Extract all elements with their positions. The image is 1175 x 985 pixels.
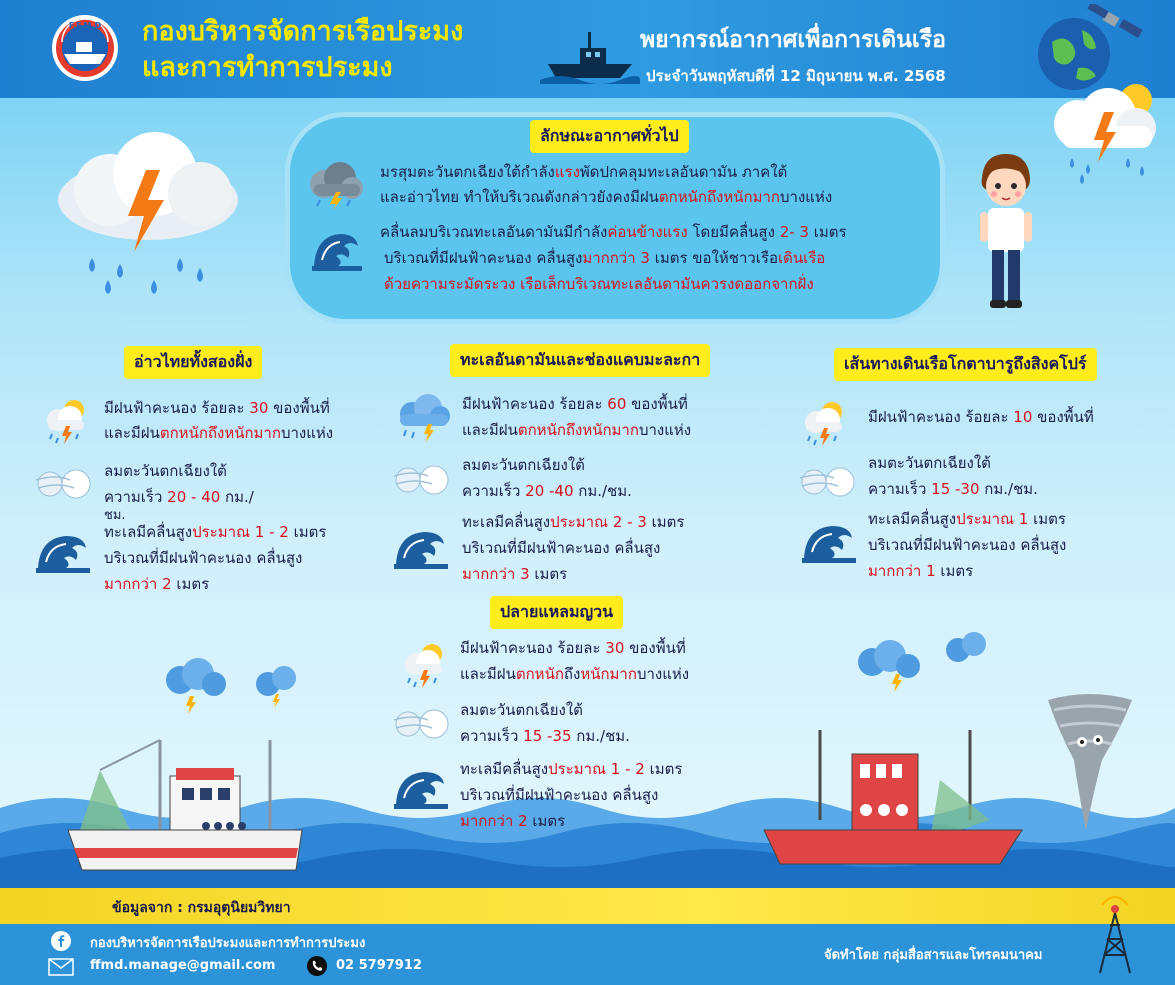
wind-cloud-icon (798, 464, 860, 500)
ocean-wave-icon (802, 520, 856, 564)
header-bar (0, 0, 1175, 98)
cape-wave-line2: บริเวณที่มีฝนฟ้าคะนอง คลื่นสูง (460, 786, 659, 804)
andaman-section-heading: ทะเลอันดามันและช่องแคบมะละกา (450, 344, 710, 377)
general-paragraph2-line2: บริเวณที่มีฝนฟ้าคะนอง คลื่นสูงมากกว่า 3 เมตร ขอให้ชาวเรือเดินเรือ (384, 249, 826, 267)
cape-wind-line1: ลมตะวันตกเฉียงใต้ (460, 701, 583, 719)
cape-wave-line1: ทะเลมีคลื่นสูงประมาณ 1 - 2 เมตร (460, 760, 683, 778)
tornado-icon (1040, 690, 1140, 840)
cape-wave-line3: มากกว่า 2 เมตร (460, 812, 566, 830)
kota-wind-line2: ความเร็ว 15 -30 กม./ชม. (868, 480, 1038, 498)
phone-icon[interactable] (306, 955, 328, 977)
thunderstorm-cloud-icon (306, 162, 364, 210)
cape-wind-line2: ความเร็ว 15 -35 กม./ชม. (460, 727, 630, 745)
sun-rain-cloud-icon (42, 396, 90, 446)
thunder-clouds-icon (850, 626, 1000, 696)
gulf-wind-unit: ชม. (104, 508, 126, 523)
cape-section-heading: ปลายแหลมญวน (490, 596, 623, 629)
email-icon[interactable] (48, 958, 74, 976)
general-paragraph1-line1: มรสุมตะวันตกเฉียงใต้กำลังแรงพัดปกคลุมทะเลอันดามัน ภาคใต้ (380, 163, 788, 181)
facebook-link[interactable]: กองบริหารจัดการเรือประมงและการทำการประมง (90, 936, 366, 951)
wind-cloud-icon (392, 462, 454, 498)
data-source: ข้อมูลจาก : กรมอุตุนิยมวิทยา (112, 900, 291, 916)
wind-cloud-icon (34, 466, 96, 502)
gulf-wave-line1: ทะเลมีคลื่นสูงประมาณ 1 - 2 เมตร (104, 523, 327, 541)
ocean-wave-icon (312, 226, 362, 272)
kota-wave-line2: บริเวณที่มีฝนฟ้าคะนอง คลื่นสูง (868, 536, 1067, 554)
gulf-rain-line2: และมีฝนตกหนักถึงหนักมากบางแห่ง (104, 424, 334, 442)
logo-lettering: F.F.M.D (68, 21, 102, 30)
storm-cloud-icon (50, 130, 245, 310)
producer-credit: จัดทำโดย กลุ่มสื่อสารและโทรคมนาคม (824, 948, 1043, 963)
wind-cloud-icon (392, 706, 454, 742)
email-link[interactable]: ffmd.manage@gmail.com (90, 958, 276, 973)
kota-wind-line1: ลมตะวันตกเฉียงใต้ (868, 454, 991, 472)
general-paragraph2-line3: ด้วยความระมัดระวง เรือเล็กบริเวณทะเลอันดามันควรงดออกจากฝั่ง (384, 275, 814, 293)
patrol-boat-icon (540, 24, 640, 84)
fishing-boat-right (760, 720, 1040, 870)
gulf-section-heading: อ่าวไทยทั้งสองฝั่ง (124, 346, 262, 379)
andaman-wave-line3: มากกว่า 3 เมตร (462, 565, 568, 583)
andaman-wind-line1: ลมตะวันตกเฉียงใต้ (462, 456, 585, 474)
thunder-clouds-icon (150, 654, 310, 724)
andaman-wind-line2: ความเร็ว 20 -40 กม./ชม. (462, 482, 632, 500)
phone-number[interactable]: 02 5797912 (336, 958, 422, 973)
forecast-title: พยากรณ์อากาศเพื่อการเดินเรือ (640, 27, 946, 53)
gulf-wind-line1: ลมตะวันตกเฉียงใต้ (104, 462, 227, 480)
ffmd-logo (50, 12, 120, 84)
ocean-wave-icon (394, 766, 448, 810)
kota-rain-line1: มีฝนฟ้าคะนอง ร้อยละ 10 ของพื้นที่ (868, 408, 1094, 426)
kota-wave-line1: ทะเลมีคลื่นสูงประมาณ 1 เมตร (868, 510, 1066, 528)
sun-rain-cloud-icon (800, 398, 848, 448)
cape-rain-line1: มีฝนฟ้าคะนอง ร้อยละ 30 ของพื้นที่ (460, 639, 686, 657)
andaman-rain-line2: และมีฝนตกหนักถึงหนักมากบางแห่ง (462, 421, 692, 439)
org-name-line1: กองบริหารจัดการเรือประมง (142, 16, 464, 47)
general-paragraph1-line2: และอ่าวไทย ทำให้บริเวณดังกล่าวยังคงมีฝนตกหนักถึงหนักมากบางแห่ง (380, 188, 833, 206)
ocean-wave-icon (36, 530, 90, 574)
andaman-wave-line2: บริเวณที่มีฝนฟ้าคะนอง คลื่นสูง (462, 539, 661, 557)
antenna-tower-icon (1092, 895, 1138, 975)
andaman-rain-line1: มีฝนฟ้าคะนอง ร้อยละ 60 ของพื้นที่ (462, 395, 688, 413)
cape-rain-line2: และมีฝนตกหนักถึงหนักมากบางแห่ง (460, 665, 690, 683)
facebook-icon[interactable] (50, 930, 72, 952)
kota-wave-line3: มากกว่า 1 เมตร (868, 562, 974, 580)
rain-thunder-cloud-icon (394, 394, 452, 442)
gulf-wind-line2: ความเร็ว 20 - 40 กม./ (104, 488, 254, 506)
general-weather-heading: ลักษณะอากาศทั่วไป (530, 120, 689, 153)
storm-sun-cloud-icon (1048, 78, 1166, 186)
org-name-line2: และการทำการประมง (142, 52, 393, 83)
forecast-date: ประจำวันพฤหัสบดีที่ 12 มิถุนายน พ.ศ. 2568 (646, 67, 946, 85)
gulf-wave-line3: มากกว่า 2 เมตร (104, 575, 210, 593)
gulf-rain-line1: มีฝนฟ้าคะนอง ร้อยละ 30 ของพื้นที่ (104, 399, 330, 417)
presenter-character (970, 150, 1040, 315)
ocean-wave-icon (394, 526, 448, 570)
sun-rain-cloud-icon (400, 640, 448, 690)
andaman-wave-line1: ทะเลมีคลื่นสูงประมาณ 2 - 3 เมตร (462, 513, 685, 531)
general-paragraph2-line1: คลื่นลมบริเวณทะเลอันดามันมีกำลังค่อนข้างแรง โดยมีคลื่นสูง 2- 3 เมตร (380, 223, 847, 241)
kota-section-heading: เส้นทางเดินเรือโกตาบารูถึงสิงคโปร์ (834, 348, 1097, 381)
fishing-boat-left (60, 730, 310, 880)
gulf-wave-line2: บริเวณที่มีฝนฟ้าคะนอง คลื่นสูง (104, 549, 303, 567)
